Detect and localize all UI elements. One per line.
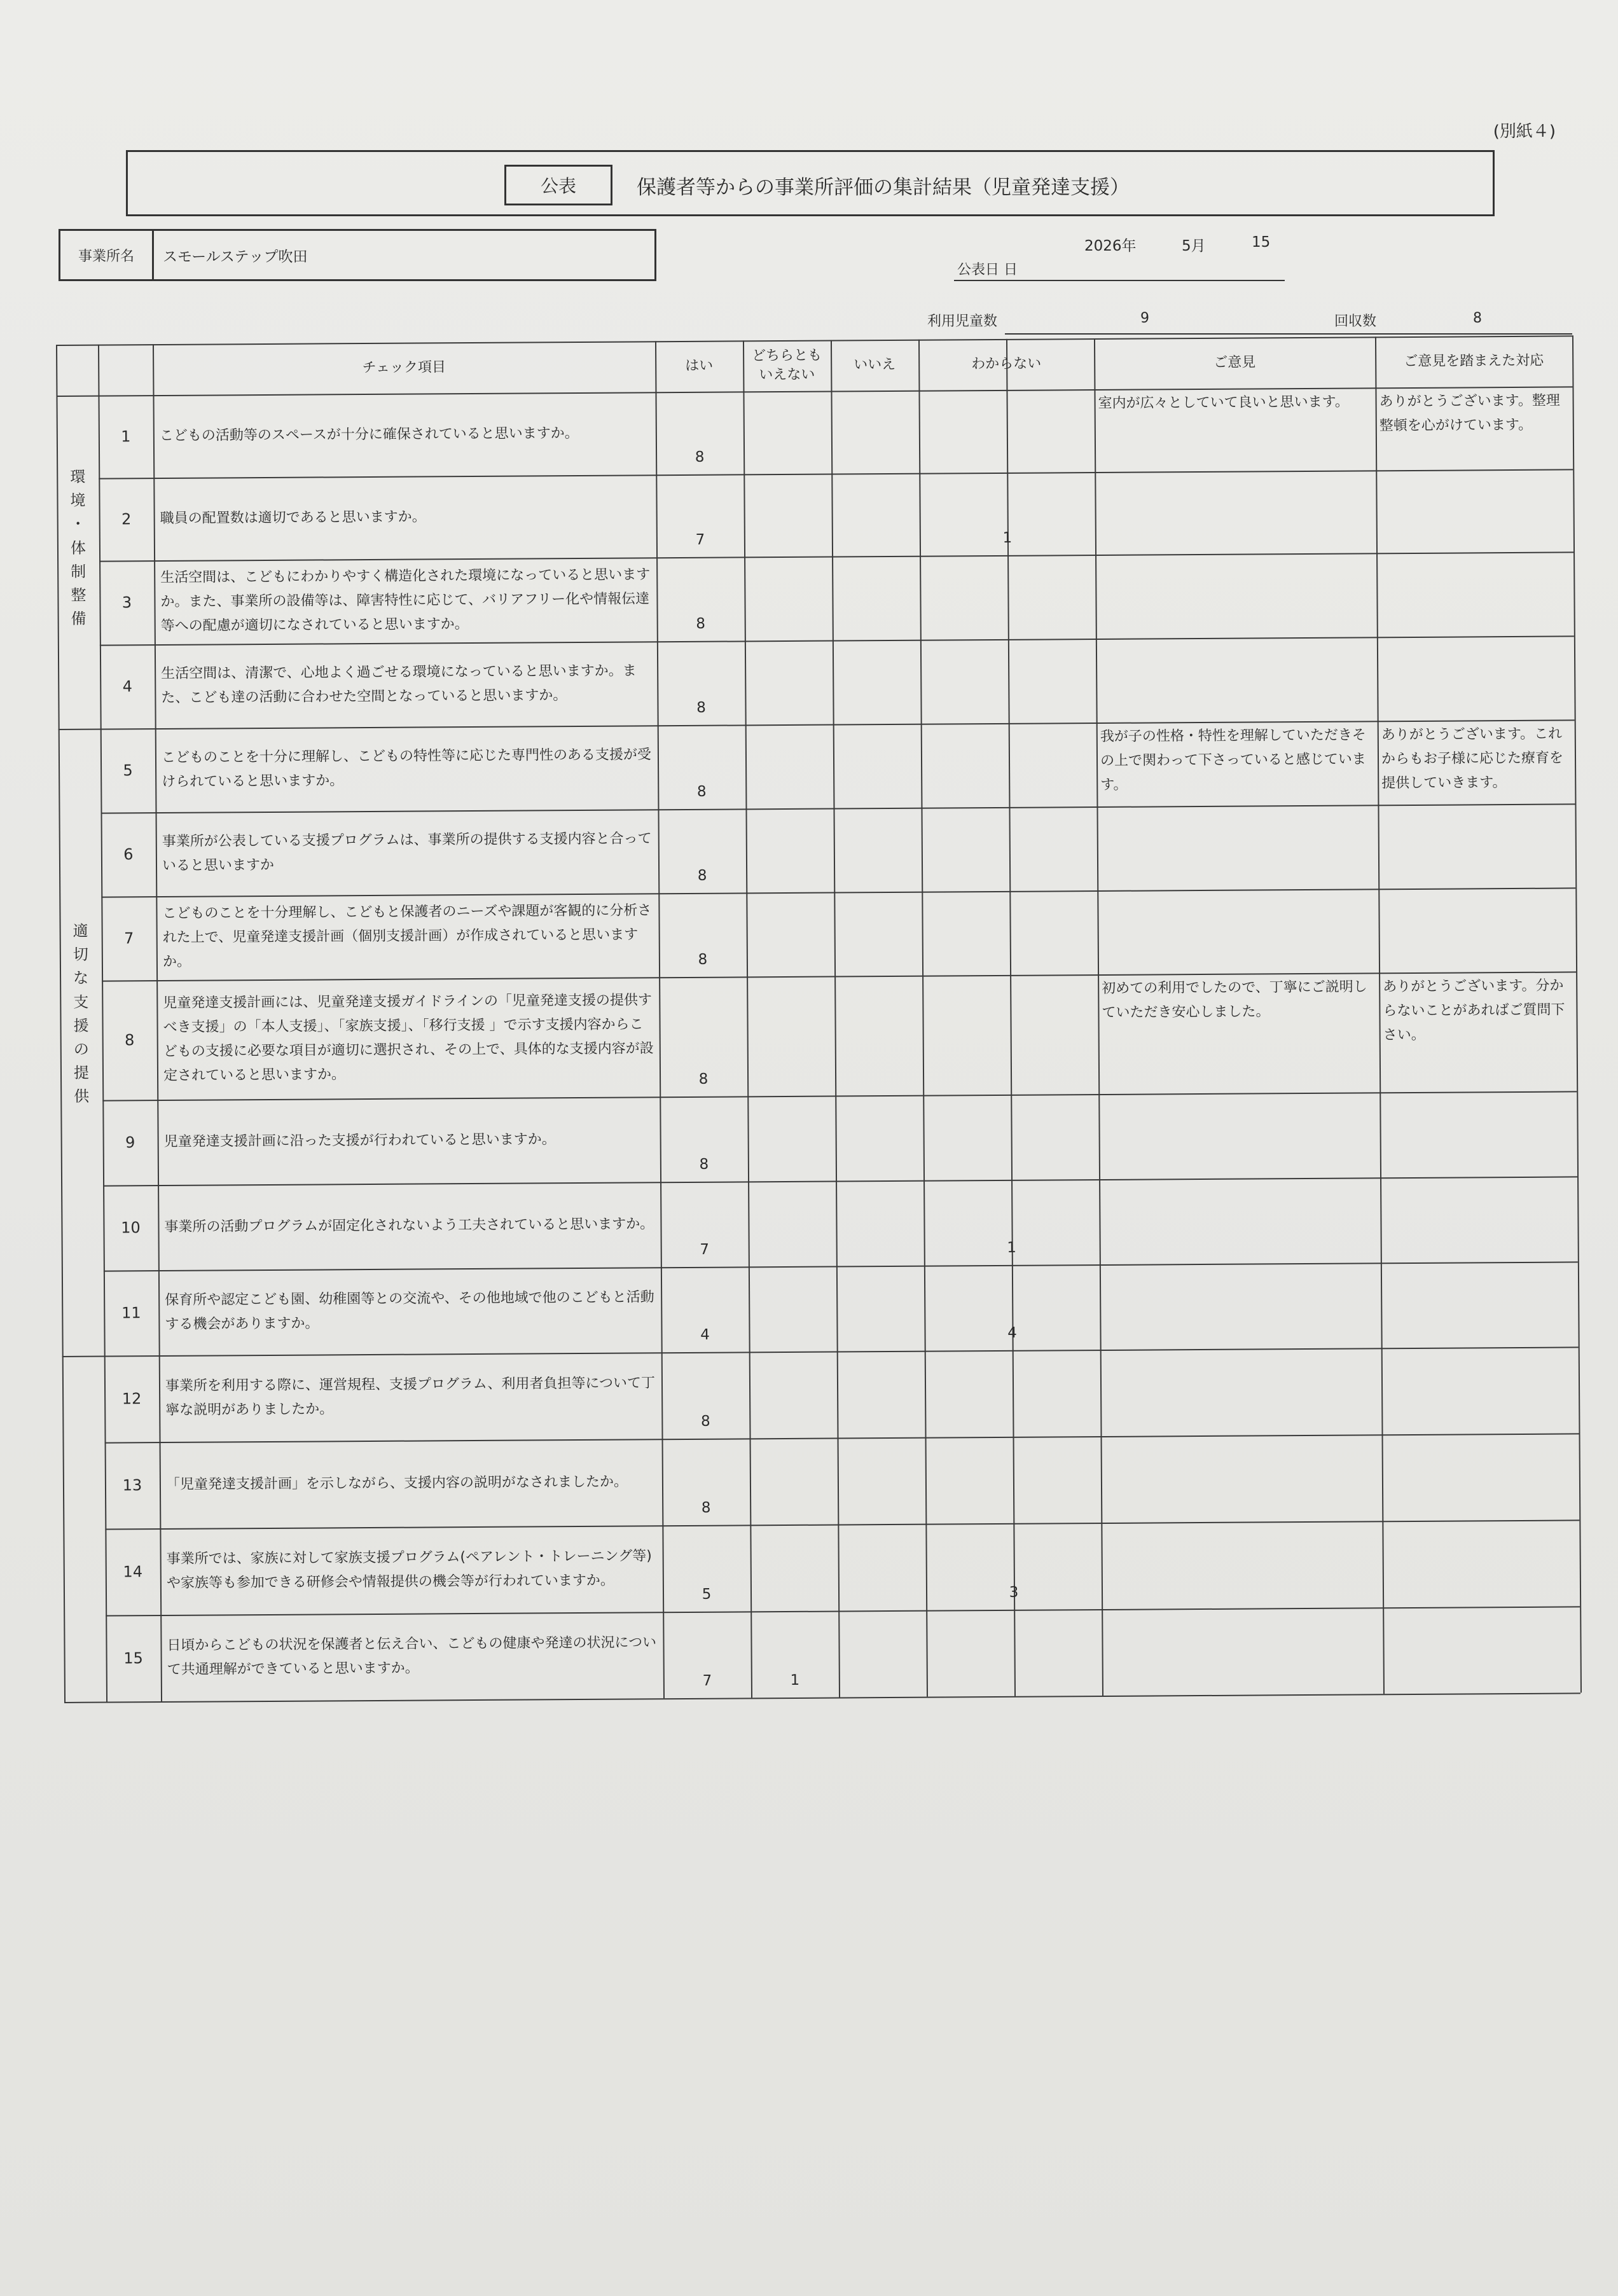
response-text [1376, 551, 1574, 637]
answer-no_ans [836, 1266, 925, 1352]
answer-yes: 5 [702, 1586, 712, 1603]
row-number: 4 [122, 677, 133, 696]
answer-neither [745, 724, 834, 809]
answer-yes: 8 [700, 1413, 710, 1430]
attachment-label: (別紙４) [1493, 122, 1556, 141]
answer-neither [747, 1096, 836, 1182]
answer-no_ans [838, 1610, 927, 1698]
category-environment: 環 境 ・ 体 制 整 備 [70, 467, 86, 628]
header-neither: どちらとも いえない [752, 347, 822, 384]
answer-no_ans [836, 1180, 924, 1266]
response-text: ありがとうございます。整理整頓を心がけています。 [1379, 392, 1560, 434]
answer-unknown [922, 974, 1098, 1095]
answer-yes: 7 [695, 531, 705, 548]
answer-unknown [923, 1094, 1099, 1180]
opinion-text [1095, 470, 1376, 555]
publication-day: 15 [1252, 234, 1271, 251]
row-number: 1 [121, 427, 131, 446]
answer-unknown [918, 389, 1095, 473]
opinion-text: 初めての利用でしたので、丁寧にご説明していただき安心しました。 [1102, 979, 1367, 1021]
check-item-text: 事業所の活動プログラムが固定化されないよう工夫されていると思いますか。 [164, 1216, 654, 1236]
answer-yes: 8 [697, 867, 707, 884]
office-label: 事業所名 [60, 231, 154, 279]
header-yes: はい [685, 357, 714, 375]
document-title: 保護者等からの事業所評価の集計結果（児童発達支援） [637, 176, 1130, 199]
publication-date-label: 公表日 日 [957, 262, 1018, 278]
answer-unknown [922, 890, 1098, 976]
office-box [59, 229, 656, 281]
row-number: 12 [121, 1390, 142, 1408]
answer-unknown [920, 555, 1096, 640]
answer-unknown [925, 1350, 1101, 1437]
response-text [1379, 1091, 1577, 1177]
answer-unknown [925, 1436, 1102, 1524]
answer-unknown [926, 1609, 1102, 1697]
row-number: 13 [122, 1476, 142, 1495]
row-number: 7 [123, 929, 134, 948]
answer-no_ans [833, 640, 921, 724]
header-unknown: わからない [971, 356, 1042, 373]
answer-yes: 8 [696, 615, 706, 632]
evaluation-table [56, 335, 1580, 1711]
answer-neither [746, 892, 834, 977]
response-text [1378, 887, 1576, 972]
opinion-text [1095, 553, 1377, 639]
returned-count: 8 [1473, 310, 1482, 326]
row-number: 8 [124, 1031, 135, 1049]
response-text [1382, 1433, 1580, 1521]
answer-no_ans [834, 976, 923, 1096]
answer-no_ans [831, 391, 919, 474]
answer-yes: 8 [699, 1156, 709, 1173]
check-item-text: こどものことを十分理解し、こどもと保護者のニーズや課題が客観的に分析された上で、児童発達支援計画（個別支援計画）が作成されていると思いますか。 [162, 902, 652, 970]
answer-neither [743, 391, 831, 474]
answer-neither [750, 1525, 838, 1612]
check-item-text: 事業所を利用する際に、運営規程、支援プログラム、利用者負担等について丁寧な説明がありましたか。 [165, 1375, 656, 1418]
opinion-text [1102, 1607, 1383, 1696]
answer-neither [745, 808, 834, 893]
row-number: 6 [123, 845, 134, 864]
answer-unknown [921, 723, 1097, 808]
check-item-text: こどものことを十分に理解し、こどもの特性等に応じた専門性のある支援が受けられていると思いますか。 [161, 747, 652, 790]
check-item-text: 事業所が公表している支援プログラムは、事業所の提供する支援内容と合っていると思いますか [162, 831, 652, 874]
header-no: いいえ [854, 357, 896, 373]
check-item-text: 保育所や認定こども園、幼稚園等との交流や、その他地域で他のこどもと活動する機会がありますか。 [165, 1289, 654, 1332]
answer-no_ans [838, 1524, 926, 1611]
response-text [1381, 1346, 1579, 1434]
row-number: 15 [123, 1649, 143, 1668]
answer-unknown: 1 [1002, 529, 1013, 546]
response-text: ありがとうございます。分からないことがあればご質問下さい。 [1383, 978, 1565, 1043]
opinion-text [1101, 1521, 1383, 1609]
opinion-text [1098, 1092, 1380, 1179]
opinion-text [1100, 1262, 1381, 1350]
answer-yes: 8 [698, 1070, 709, 1088]
answer-neither [749, 1352, 838, 1439]
answer-yes: 8 [698, 951, 708, 968]
publication-year: 2026年 [1084, 238, 1137, 254]
answer-no_ans [833, 808, 922, 892]
check-item-text: 児童発達支援計画には、児童発達支援ガイドラインの「児童発達支援の提供すべき支援」の「本人支援」、「家族支援」、「移行支援 」で示す支援内容からこどもの支援に必要な項目が適切に選択され、その上で、具体的な支援内容が設定されていると思いますか。 [163, 992, 654, 1084]
answer-yes: 7 [702, 1672, 712, 1689]
row-number: 3 [121, 593, 132, 612]
check-item-text: こどもの活動等のスペースが十分に確保されていると思いますか。 [159, 425, 579, 445]
answer-neither [745, 640, 833, 725]
response-text [1376, 469, 1573, 553]
answer-neither [749, 1266, 837, 1352]
row-number: 10 [121, 1219, 141, 1237]
opinion-text [1097, 889, 1379, 974]
answer-no_ans [837, 1351, 925, 1438]
answer-unknown: 1 [1007, 1239, 1017, 1256]
answer-no_ans [834, 892, 922, 976]
answer-unknown [921, 806, 1097, 892]
opinion-text [1101, 1434, 1383, 1523]
opinion-text [1100, 1348, 1382, 1436]
response-text [1378, 803, 1575, 889]
answer-neither: 1 [790, 1671, 800, 1689]
answer-neither [747, 976, 835, 1096]
answer-neither [750, 1438, 838, 1525]
answer-yes: 8 [695, 448, 705, 466]
answer-neither [748, 1181, 836, 1267]
check-item-text: 職員の配置数は適切であると思いますか。 [160, 509, 426, 527]
returned-label: 回収数 [1334, 314, 1377, 329]
category-support: 適 切 な 支 援 の 提 供 [73, 922, 90, 1106]
stats-underline [1005, 333, 1572, 335]
header-response: ご意見を踏まえた対応 [1404, 352, 1544, 370]
row-number: 2 [121, 510, 132, 529]
opinion-text: 我が子の性格・特性を理解していただきその上で関わって下さっていると感じています。 [1100, 727, 1366, 793]
answer-unknown: 3 [1009, 1584, 1019, 1601]
answer-yes: 8 [701, 1499, 711, 1516]
title-frame [126, 150, 1495, 216]
response-text: ありがとうございます。これからもお子様に応じた療育を提供していきます。 [1381, 726, 1564, 791]
check-item-text: 事業所では、家族に対して家族支援プログラム(ペアレント・トレーニング等)や家族等も参加できる研修会や情報提供の機会等が行われていますか。 [166, 1548, 652, 1591]
opinion-text [1096, 805, 1378, 890]
answer-no_ans [835, 1095, 923, 1181]
office-name: スモールステップ吹田 [163, 248, 308, 265]
answer-unknown [920, 639, 1096, 724]
answer-yes: 8 [696, 783, 707, 800]
check-item-text: 生活空間は、こどもにわかりやすく構造化された環境になっていると思いますか。また、事業所の設備等は、障害特性に応じて、バリアフリー化や情報伝達等への配慮が適切になされていると思いますか。 [160, 567, 651, 634]
response-text [1382, 1519, 1580, 1607]
publication-badge: 公表 [504, 165, 612, 205]
users-label: 利用児童数 [927, 314, 998, 329]
column-divider [56, 345, 66, 1702]
response-text [1380, 1176, 1578, 1262]
publication-month: 5月 [1182, 238, 1206, 254]
answer-yes: 7 [700, 1241, 710, 1258]
answer-no_ans [831, 473, 920, 557]
answer-yes: 8 [696, 699, 706, 716]
row-number: 11 [121, 1304, 141, 1322]
answer-no_ans [832, 556, 920, 640]
answer-unknown: 4 [1007, 1324, 1017, 1341]
answer-yes: 4 [700, 1326, 710, 1343]
header-item: チェック項目 [362, 359, 446, 377]
answer-no_ans [833, 724, 922, 808]
answer-neither [744, 557, 833, 641]
opinion-text [1096, 637, 1378, 723]
row-number: 9 [125, 1133, 135, 1152]
row-number: 5 [123, 761, 133, 780]
check-item-text: 児童発達支援計画に沿った支援が行われていると思いますか。 [163, 1131, 556, 1151]
answer-neither [743, 474, 832, 557]
publication-underline [954, 280, 1285, 281]
response-text [1383, 1606, 1580, 1694]
row-number: 14 [123, 1563, 143, 1581]
opinion-text [1099, 1177, 1381, 1264]
users-count: 9 [1140, 310, 1149, 326]
header-opinion: ご意見 [1214, 354, 1256, 371]
response-text [1377, 635, 1575, 721]
check-item-text: 日頃からこどもの状況を保護者と伝え合い、こどもの健康や発達の状況について共通理解ができていると思いますか。 [167, 1635, 657, 1678]
check-item-text: 「児童発達支援計画」を示しながら、支援内容の説明がなされましたか。 [165, 1474, 628, 1493]
check-item-text: 生活空間は、清潔で、心地よく過ごせる環境になっていると思いますか。また、こども達の活動に合わせた空間となっていると思いますか。 [161, 663, 637, 706]
answer-no_ans [838, 1437, 926, 1525]
opinion-text: 室内が広々としていて良いと思います。 [1098, 394, 1349, 411]
response-text [1381, 1261, 1579, 1348]
